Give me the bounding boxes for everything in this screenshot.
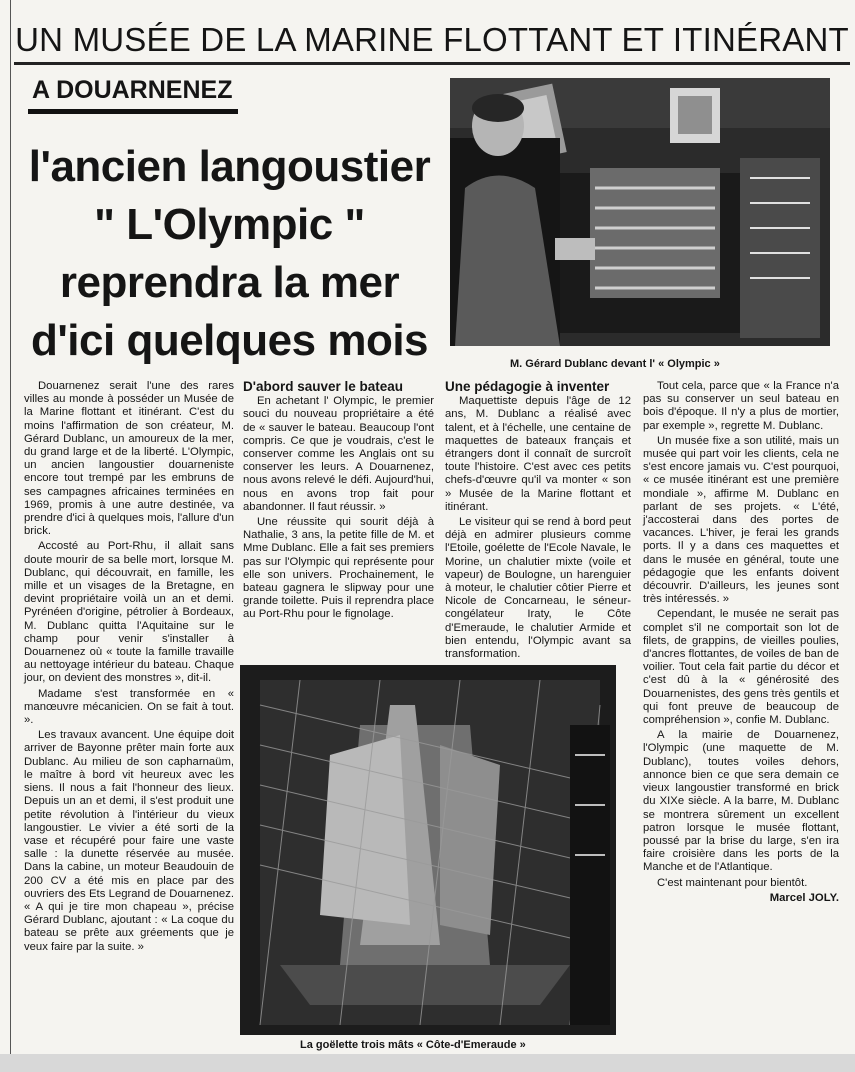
- paragraph: Accosté au Port-Rhu, il allait sans doute mourir de sa belle mort, lorsque M. Dublanc, qui découvrait, en famille, les mille et un visages de la Bretagne, en devint propriétaire voilà un an et demi. Pyrénéen d'origine, pétrolier à Bordeaux, M. Dublanc quitta l'Aquitaine sur le champ pour venir s'installer à Douarnenez où « toute la famille travaille au nettoyage intérieur du bateau. Chaque jour, on devient des monstres », dit-il.: [24, 540, 234, 685]
- location-heading: A DOUARNENEZ: [28, 75, 238, 114]
- author-signature: Marcel JOLY.: [769, 891, 839, 904]
- left-rule: [10, 0, 11, 1054]
- paragraph: Cependant, le musée ne serait pas complet s'il ne comportait son lot de filets, de grappins, de vieilles poulies, d'ancres flottantes, de voiles de ban de voilier. Tout cela fait partie du décor et c'est dû à la « générosité des Douarnenistes, des gens très gentils et qui font preuve de beaucoup de compréhension », confie M. Dublanc.: [643, 608, 839, 727]
- paragraph: Tout cela, parce que « la France n'a pas su conserver un seul bateau en bois d'époque. Il n'y a plus de mortier, par exemple », regrette M. Dublanc.: [643, 380, 839, 432]
- photo-dublanc-caption: M. Gérard Dublanc devant l' « Olympic »: [510, 358, 720, 370]
- headline: [22, 138, 437, 370]
- kicker-title: UN MUSÉE DE LA MARINE FLOTTANT ET ITINÉRANT: [14, 18, 850, 65]
- paragraph: Maquettiste depuis l'âge de 12 ans, M. Dublanc a réalisé avec talent, et à l'échelle, une centaine de maquettes de bateaux français et étrangers dont il connaît de surcroît toute l'histoire. C'est avec ces petits chefs-d'œuvre qu'il va monter « son » Musée de la Marine flottant et itinérant.: [445, 395, 631, 513]
- headline-line: reprendra la mer: [59, 258, 400, 307]
- headline-line: l'ancien langoustier: [28, 142, 431, 191]
- paragraph: C'est maintenant pour bientôt.: [657, 876, 808, 889]
- headline-line: " L'Olympic ": [94, 200, 365, 249]
- photo-schooner-image: [240, 665, 616, 1035]
- photo-dublanc-image: [450, 78, 830, 346]
- headline-line: d'ici quelques mois: [30, 316, 429, 365]
- paragraph: En achetant l' Olympic, le premier souci du nouveau propriétaire a été de « sauver le bateau. Beaucoup l'ont compris. Ce que je voudrais, c'est le conserver comme les Anglais ont su conserver les leurs. A Douarnenez, nous avons relevé le défi. Aujourd'hui, nous en avons trop fait pour abandonner. Il faut réussir. »: [243, 395, 434, 513]
- paragraph: A la mairie de Douarnenez, l'Olympic (une maquette de M. Dublanc), toutes voiles dehors, annonce bien ce que sera demain ce vieux langoustier transformé en brick du XIXe siècle. A la barre, M. Dublanc se montrera sûrement un excellent patron lorsque le musée flottant, poussé par la brise du large, s'en ira faire croisière dans les ports de la Manche et de l'Atlantique.: [643, 729, 839, 874]
- paragraph: Un musée fixe a son utilité, mais un musée qui part voir les clients, cela ne s'est encore jamais vu. C'est pourquoi, « ce musée itinérant est une première mondiale », affirme M. Dublanc en parlant de ses projets. « L'été, j'accosterai dans des portes de vacances. L'hiver, je ferai les grands ports. Il y a dans ces maquettes et dans le musée en général, toute une pédagogie que les enfants doivent découvrir. D'ailleurs, les jeunes sont très intéressés. »: [643, 434, 839, 606]
- photo-schooner: [240, 665, 616, 1035]
- paragraph: Une réussite qui sourit déjà à Nathalie, 3 ans, la petite fille de M. et Mme Dublanc. Elle a fait ses premiers pas sur l'Olympic qui représente pour elle son univers. Prochainement, le bateau gagnera le slipway pour une grande toilette. Puis il reprendra place au Port-Rhu pour le fignolage.: [243, 516, 434, 621]
- article-column-2: [243, 380, 434, 642]
- article-column-3: [445, 379, 631, 661]
- paragraph: Madame s'est transformée en « manœuvre mécanicien. On se fait à tout. ».: [24, 687, 234, 727]
- photo-dublanc: [450, 78, 830, 346]
- photo-schooner-caption: La goëlette trois mâts « Côte-d'Emeraude »: [300, 1039, 526, 1051]
- paragraph: Les travaux avancent. Une équipe doit arriver de Bayonne prêter main forte aux Dublanc. Au milieu de son capharnaüm, le maître à bord vit heureux avec les siens. Il nous a fait l'honneur des lieux. Depuis un an et demi, il s'est produit une petite révolution à l'intérieur du vieux langoustier. Le vivier a été sorti de la vase et récupéré pour faire une vaste salle : la dunette réservée au musée. Dans la cabine, un moteur Beaudouin de 200 CV a été mis en place par des ouvriers des Ets Legrand de Douarnenez. « A qui je tire mon chapeau », précise Gérard Dublanc, ajoutant : « La coque du bateau se prête aux gréements que je veux faire par la suite. »: [24, 729, 234, 953]
- paragraph: Douarnenez serait l'une des rares villes au monde à posséder un Musée de la Marine flottant et itinérant. C'est du moins l'affirmation de son créateur, M. Gérard Dublanc, un amoureux de la mer, du grand large et de la liberté. L'Olympic, un ancien langoustier douarneniste encore tout trempé par les embruns de ses campagnes africaines terminées en 1969, promis à une autre destinée, va prendre d'ici à quelques mois, l'allure d'un brick.: [24, 380, 234, 538]
- article-column-4: [643, 380, 839, 1045]
- paragraph: Le visiteur qui se rend à bord peut déjà en admirer plusieurs comme l'Etoile, goélette de l'Ecole Navale, le Morine, un chalutier mixte (voile et vapeur) de Boulogne, un harenguier à moteur, le chalutier côtier Pierre et Nicole de Concarneau, le séneur-congélateur Iraty, le Côte d'Emeraude, le chalutier Armide et bien entendu, l'Olympic avant sa transformation.: [445, 516, 631, 661]
- subheading: Une pédagogie à inventer: [445, 379, 610, 394]
- subheading: D'abord sauver le bateau: [243, 379, 404, 394]
- article-column-1: [24, 380, 234, 1045]
